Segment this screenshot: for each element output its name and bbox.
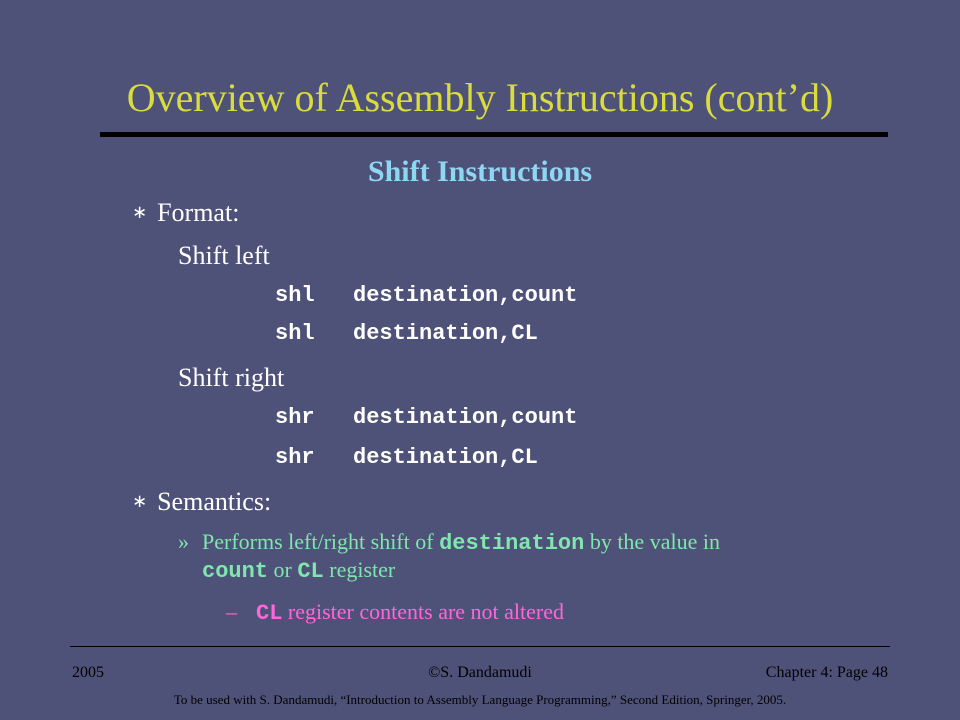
code-operands: destination,count <box>353 283 578 308</box>
code-operands: destination,count <box>353 405 578 430</box>
dash-marker: – <box>226 599 237 624</box>
subdetail-text: register contents are not altered <box>282 599 565 624</box>
code-line-shl-cl <box>275 320 538 348</box>
footer-author: ©S. Dandamudi <box>428 664 532 681</box>
semantics-text-1: Performs left/right shift of <box>202 529 440 554</box>
bullet-semantics <box>132 486 271 518</box>
code-line-shl-count <box>275 282 577 310</box>
code-mnemonic: shr <box>275 445 315 470</box>
footer-credit: To be used with S. Dandamudi, “Introduction to Assembly Language Programming,” Second Edition, Springer, 2005. <box>173 692 787 707</box>
semantics-code-destination: destination <box>439 531 585 556</box>
code-mnemonic: shr <box>275 405 315 430</box>
shift-right-label: Shift right <box>178 363 285 392</box>
slide-subtitle: Shift Instructions <box>367 155 593 188</box>
code-line-shr-cl <box>275 444 538 472</box>
footer-divider <box>70 646 890 647</box>
subdetail-code-cl: CL <box>256 601 283 626</box>
semantics-detail <box>178 529 858 585</box>
semantics-code-cl: CL <box>297 559 324 584</box>
shift-left-label: Shift left <box>178 241 270 270</box>
code-line-shr-count <box>275 404 577 432</box>
bullet-format-label: Format: <box>157 198 240 227</box>
code-mnemonic: shl <box>275 283 315 308</box>
footer-year: 2005 <box>72 664 104 681</box>
asterisk-bullet-icon: ∗ <box>132 202 148 223</box>
sub-bullet-marker: » <box>178 529 189 554</box>
semantics-text-4: register <box>323 557 396 582</box>
semantics-subdetail <box>226 599 564 627</box>
semantics-text-3: or <box>268 557 298 582</box>
code-operands: destination,CL <box>353 321 538 346</box>
semantics-code-count: count <box>202 559 269 584</box>
code-mnemonic: shl <box>275 321 315 346</box>
bullet-semantics-label: Semantics: <box>157 487 272 516</box>
footer-page: Chapter 4: Page 48 <box>765 664 888 681</box>
code-operands: destination,CL <box>353 445 538 470</box>
title-divider <box>100 132 888 137</box>
bullet-format <box>132 197 239 229</box>
asterisk-bullet-icon: ∗ <box>132 491 148 512</box>
slide-title: Overview of Assembly Instructions (cont’d) <box>126 75 834 120</box>
semantics-text-2: by the value in <box>584 529 720 554</box>
